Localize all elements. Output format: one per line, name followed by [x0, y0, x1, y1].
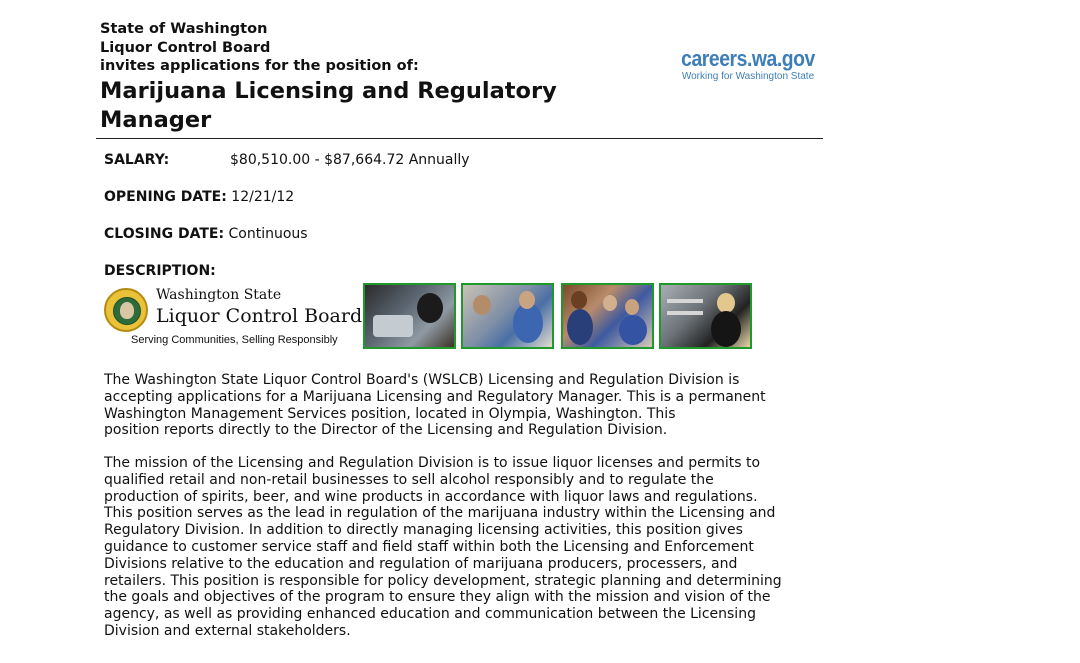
job-title: Marijuana Licensing and Regulatory Manager: [100, 77, 557, 133]
careers-logo[interactable]: [672, 47, 824, 83]
salary-label: SALARY:: [104, 152, 170, 168]
wslcb-logo: [104, 286, 363, 350]
salary-row: [104, 151, 604, 169]
closing-date-label: CLOSING DATE:: [104, 226, 225, 242]
closing-date-row: [104, 225, 308, 243]
employer-agency: Liquor Control Board: [100, 39, 271, 56]
photo-official-in-warehouse: [659, 283, 752, 349]
opening-date-label: OPENING DATE:: [104, 189, 227, 205]
careers-logo-name: careers.wa.gov: [681, 46, 815, 71]
wslcb-logo-tagline: Serving Communities, Selling Responsibly: [131, 334, 338, 346]
invitation-text: invites applications for the position of:: [100, 58, 419, 74]
employer-state: State of Washington: [100, 21, 268, 37]
state-seal-icon: [104, 288, 148, 332]
description-label: DESCRIPTION:: [104, 263, 216, 279]
photo-staff-group: [561, 283, 654, 349]
salary-value: $80,510.00 - $87,664.72 Annually: [230, 152, 470, 168]
careers-logo-tagline: Working for Washington State: [681, 71, 815, 82]
wslcb-logo-line2: Liquor Control Board: [156, 305, 363, 327]
description-heading: [104, 262, 216, 280]
posting-header: [100, 20, 640, 135]
opening-date-value: 12/21/12: [231, 189, 295, 205]
description-paragraph-1: The Washington State Liquor Control Board's (WSLCB) Licensing and Regulation Division is accepting applications for a Marijuana Licensing and Regulatory Manager. This is a permanent Washington Management Services position, located in Olympia, Washington. This position reports directly to the Director of the Licensing and Regulation Division.: [104, 372, 766, 439]
header-divider: [96, 138, 823, 139]
wslcb-logo-line1: Washington State: [156, 287, 282, 303]
photo-officer-in-car: [363, 283, 456, 349]
description-paragraph-2: The mission of the Licensing and Regulation Division is to issue liquor licenses and permits to qualified retail and non-retail businesses to sell alcohol responsibly and to regulate the production of spirits, beer, and wine products in accordance with liquor laws and regulations. This position serves as the lead in regulation of the marijuana industry within the Licensing and Regulatory Division. In addition to directly managing licensing activities, this position gives guidance to customer service staff and field staff within both the Licensing and Enforcement Divisions relative to the education and regulation of marijuana producers, processers, and retailers. This position is responsible for policy development, strategic planning and determining the goals and objectives of the program to ensure they align with the mission and vision of the agency, as well as providing enhanced education and communication between the Licensing Division and external stakeholders.: [104, 455, 782, 639]
opening-date-row: [104, 188, 294, 206]
photo-store-counter: [461, 283, 554, 349]
closing-date-value: Continuous: [228, 226, 308, 242]
